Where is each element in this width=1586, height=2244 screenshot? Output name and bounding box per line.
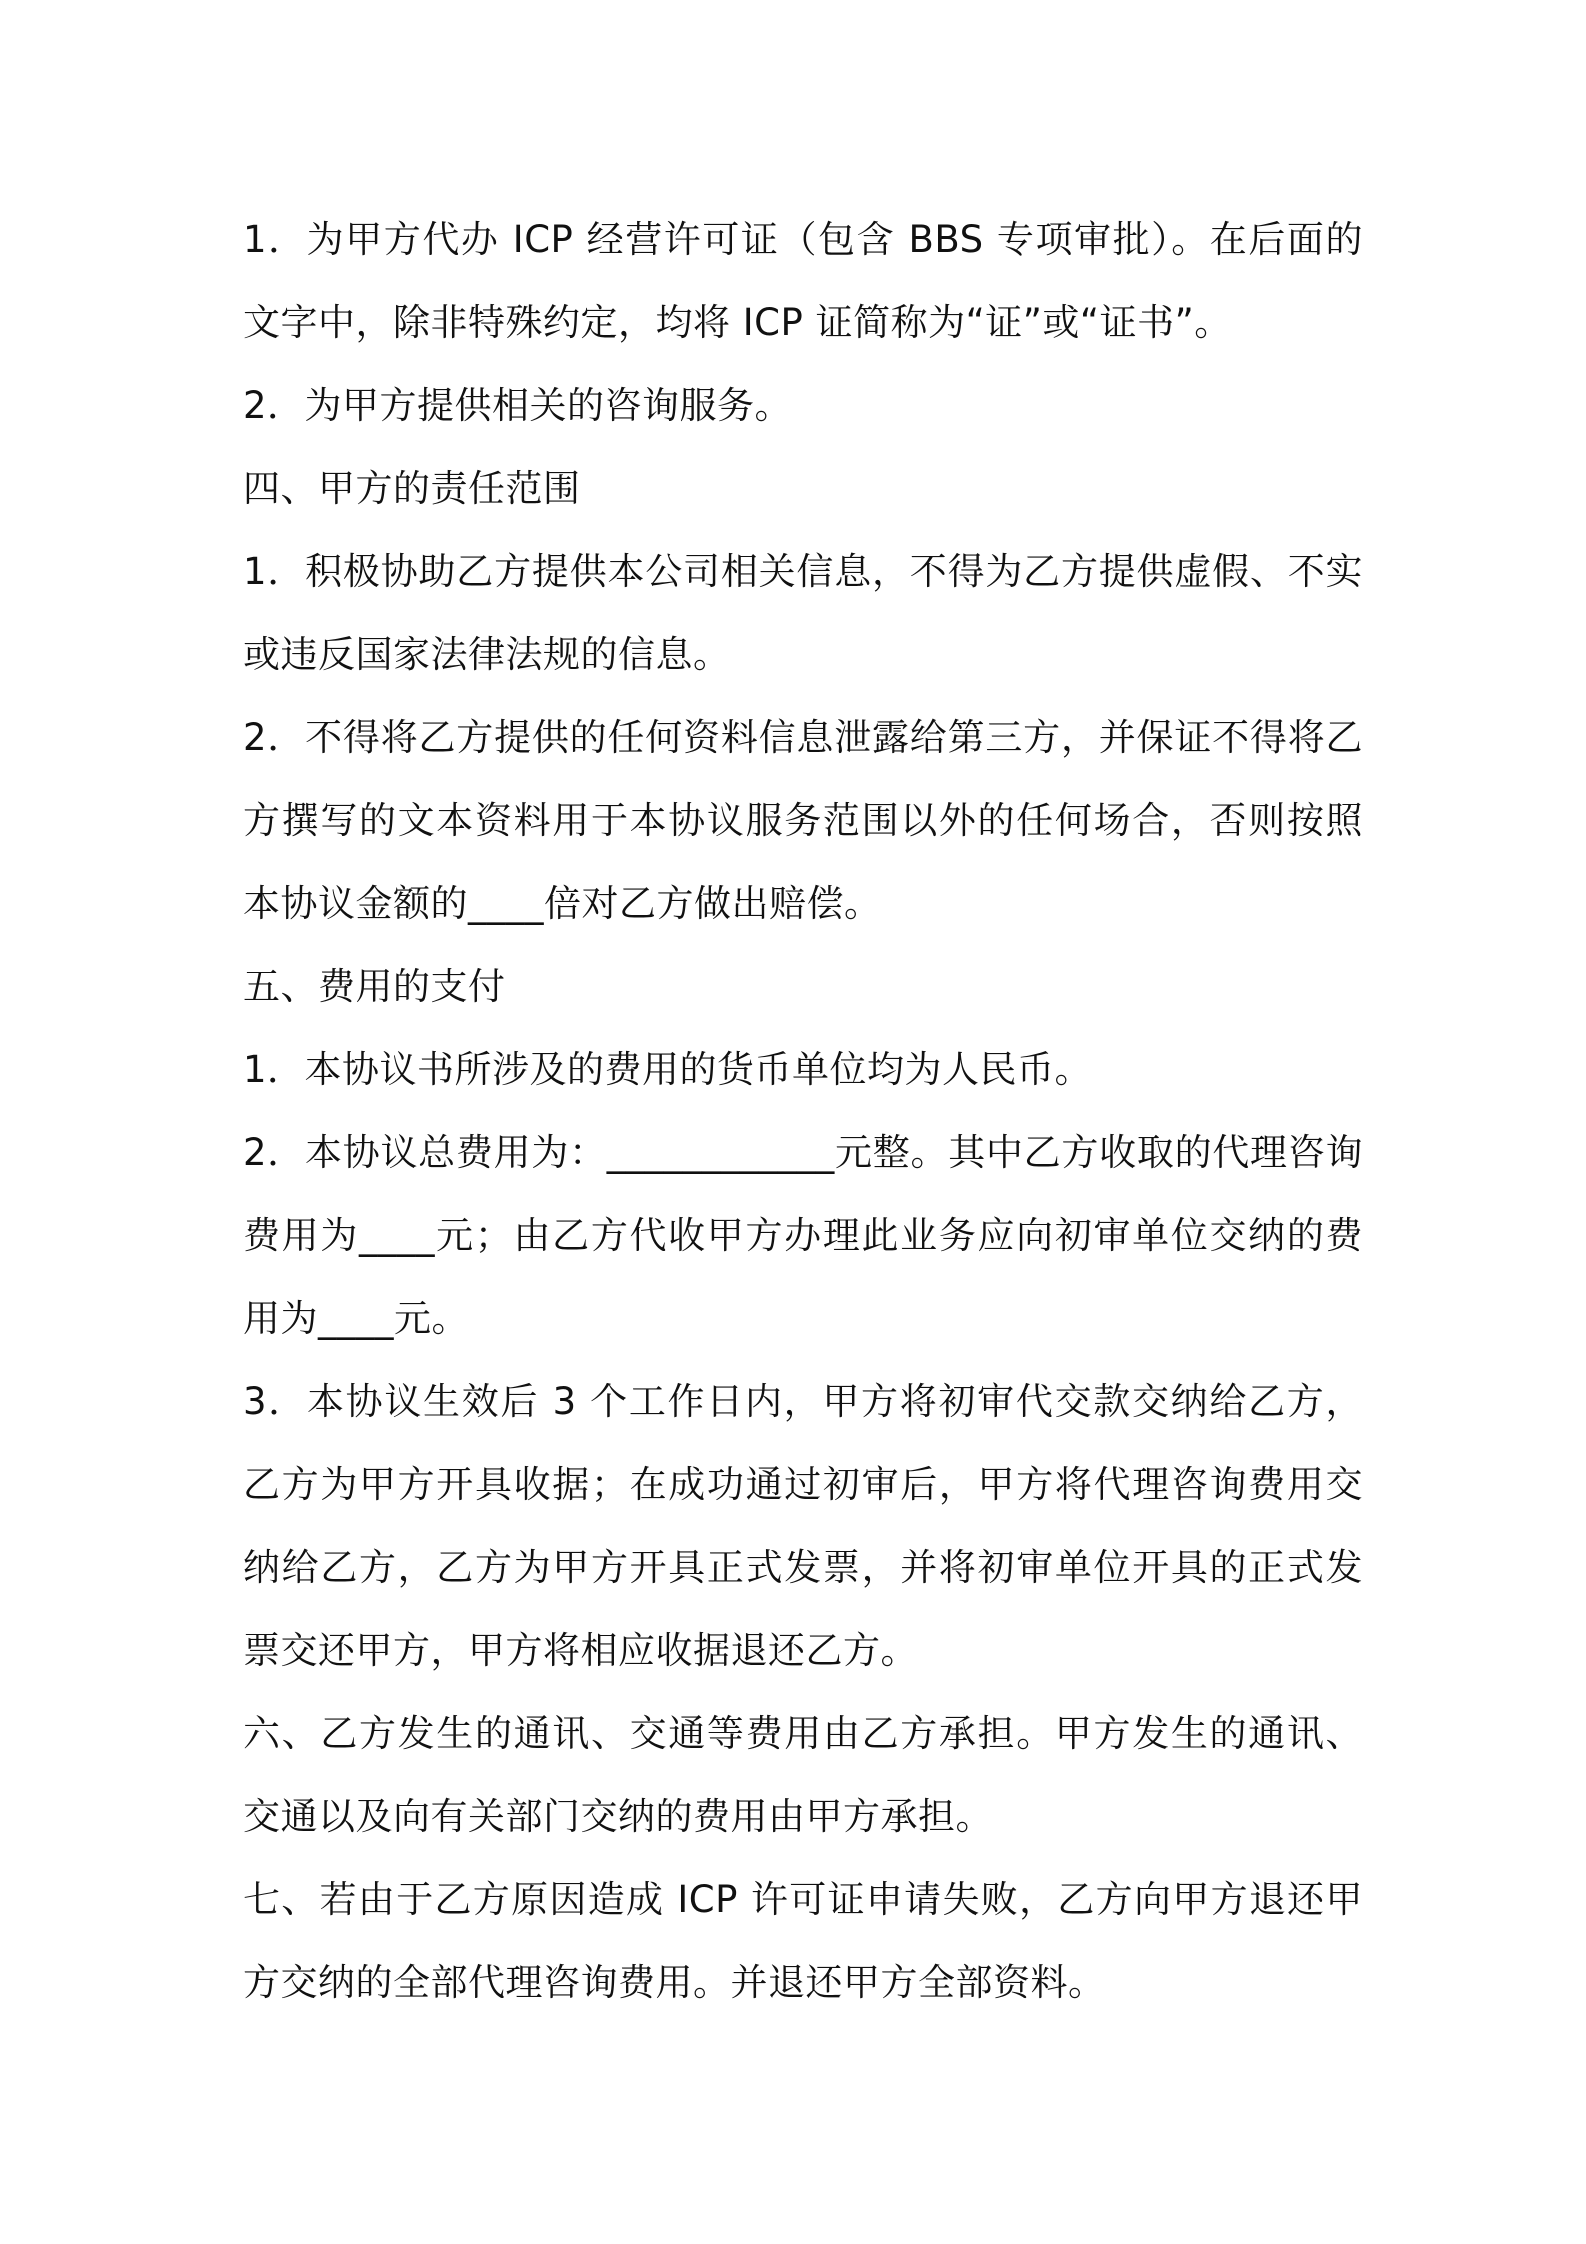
section-6: 六、乙方发生的通讯、交通等费用由乙方承担。甲方发生的通讯、交通以及向有关部门交纳的费用由甲方承担。 [243, 1712, 1363, 1838]
section-heading-4: 四、甲方的责任范围 [243, 467, 581, 510]
clause-4-1: 1．积极协助乙方提供本公司相关信息，不得为乙方提供虚假、不实或违反国家法律法规的信息。 [243, 550, 1363, 676]
clause-5-3: 3．本协议生效后 3 个工作日内，甲方将初审代交款交纳给乙方，乙方为甲方开具收据；在成功通过初审后，甲方将代理咨询费用交纳给乙方，乙方为甲方开具正式发票，并将初审单位开具的正式发票交还甲方，甲方将相应收据退还乙方。 [243, 1380, 1363, 1672]
clause-4-2: 2．不得将乙方提供的任何资料信息泄露给第三方，并保证不得将乙方撰写的文本资料用于本协议服务范围以外的任何场合，否则按照本协议金额的____倍对乙方做出赔偿。 [243, 716, 1363, 925]
section-7: 七、若由于乙方原因造成 ICP 许可证申请失败，乙方向甲方退还甲方交纳的全部代理咨询费用。并退还甲方全部资料。 [243, 1878, 1363, 2004]
section-heading-5: 五、费用的支付 [243, 965, 506, 1008]
document-body [243, 198, 1363, 2024]
clause-3-1: 1．为甲方代办 ICP 经营许可证（包含 BBS 专项审批）。在后面的文字中，除非特殊约定，均将 ICP 证简称为“证”或“证书”。 [243, 218, 1363, 344]
clause-5-1: 1．本协议书所涉及的费用的货币单位均为人民币。 [243, 1048, 1093, 1091]
clause-5-2: 2．本协议总费用为：____________元整。其中乙方收取的代理咨询费用为____元；由乙方代收甲方办理此业务应向初审单位交纳的费用为____元。 [243, 1131, 1363, 1340]
clause-3-2: 2．为甲方提供相关的咨询服务。 [243, 384, 793, 427]
